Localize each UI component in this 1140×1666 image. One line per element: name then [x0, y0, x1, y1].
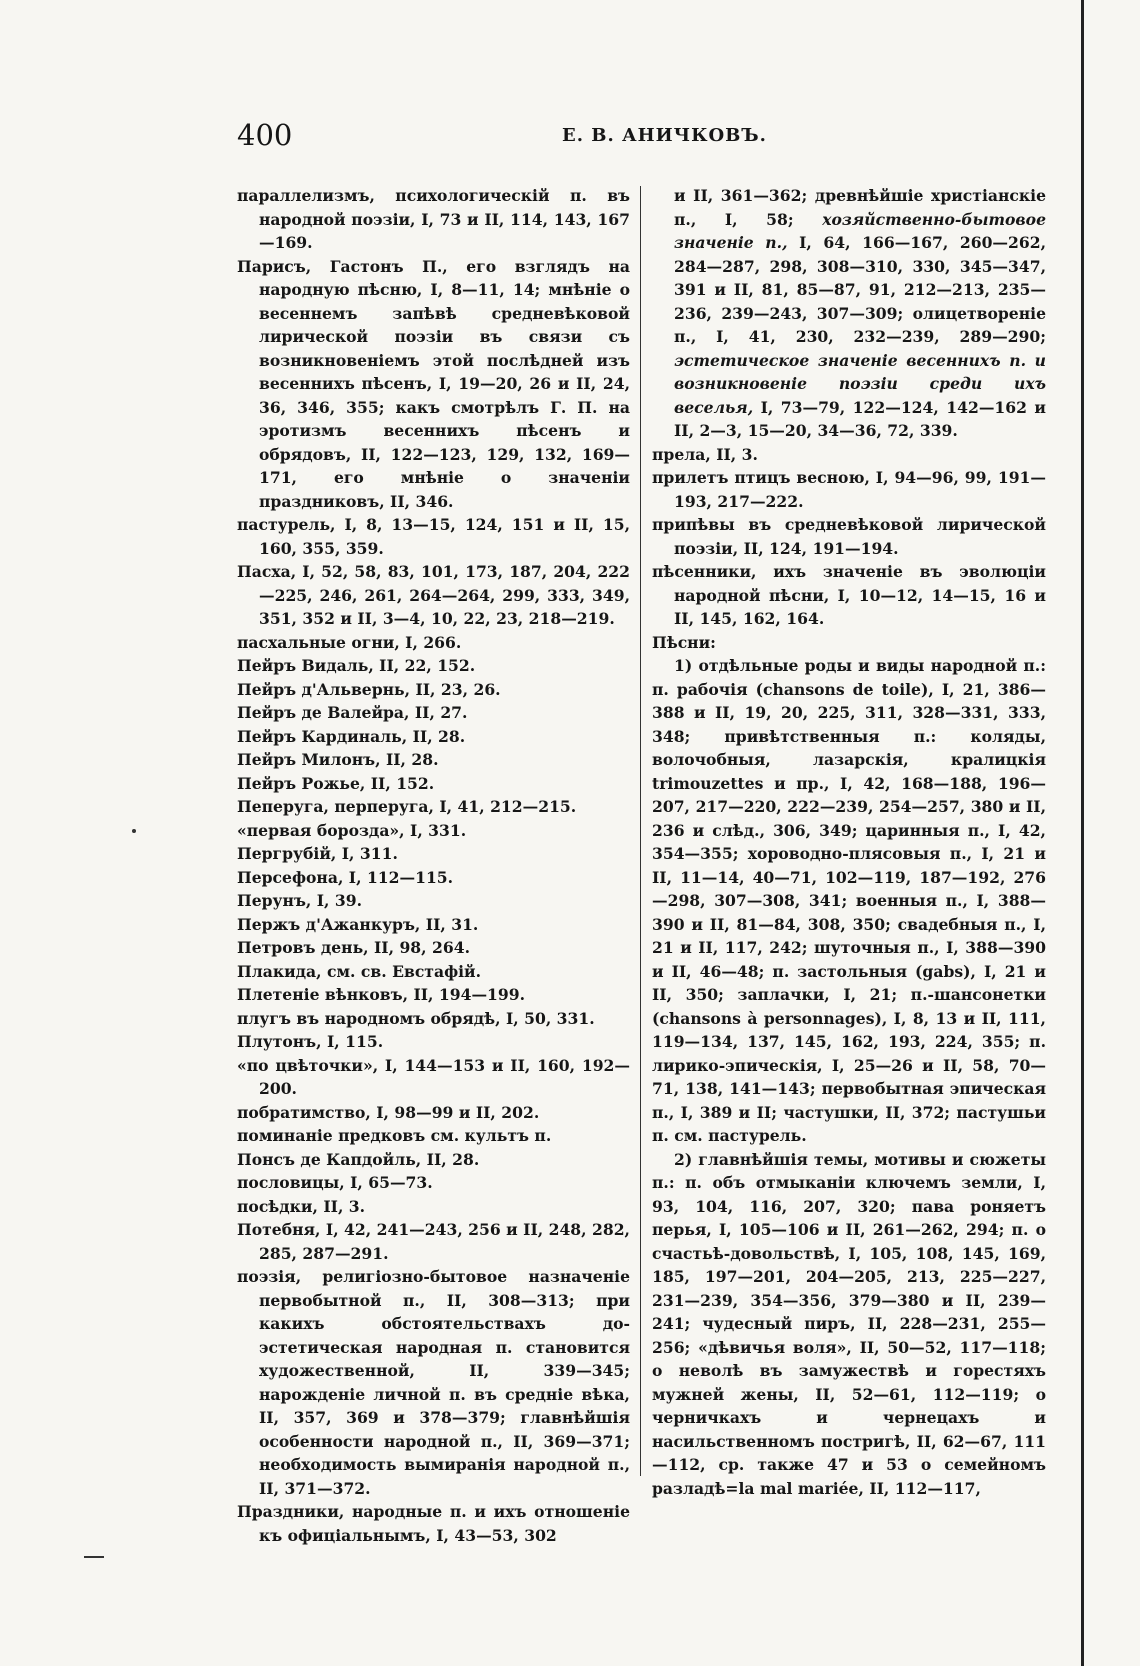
index-entry: Пейръ де Валейра, II, 27. [237, 703, 468, 722]
index-entry: Пейръ Рожье, II, 152. [237, 773, 435, 793]
index-heading: Пѣсни: [652, 632, 716, 652]
scan-mark [84, 1556, 104, 1558]
index-entry-continued [652, 184, 1046, 443]
index-entry: прела, II, 3. [652, 444, 758, 464]
subentry-number: 1) [674, 656, 693, 675]
scan-speck [132, 829, 136, 833]
subentry-text: п. рабочія (chansons de toile), I, 21, 386—388 и II, 19, 20, 225, 311, 328—331, 333, 348; привѣтственныя п.: коляды, волочобныя, лазарскія, кралицкія trimouzettes и пр., I, 42, 168—188, 196—207, 217—220, 222—239, 254—257, 380 и II, 236 и слѣд., 306, 349; царинныя п., I, 42, 354—355; хороводно-плясовыя п., I, 21 и II, 11—14, 40—71, 102—119, 187—192, 276—298, 307—308, 341; военныя п., I, 388—390 и II, 81—84, 308, 350; свадебныя п., I, 21 и II, 117, 242; шуточныя п., I, 388—390 и II, 46—48; п. застольныя (gabs), I, 21 и II, 350; заплачки, I, 21; п.-шансонетки (chansons à personnages), I, 8, 13 и II, 111, 119—134, 137, 145, 162, 193, 224, 355; п. лирико-эпическія, I, 25—26 и II, 58, 70—71, 138, 141—143; первобытная эпическая п., I, 389 и II; частушки, II, 372; пастушьи п. см. пастурель. [652, 679, 1046, 1145]
index-entry: посѣдки, II, 3. [237, 1196, 366, 1216]
index-entry: Пасха, I, 52, 58, 83, 101, 173, 187, 204, 222—225, 246, 261, 264—264, 299, 333, 349, 351, 352 и II, 3—4, 10, 22, 23, 218—219. [237, 562, 630, 628]
entry-italic: эстетическое значеніе весеннихъ п. и возникновеніе поэзіи среди ихъ веселья, [674, 350, 1046, 417]
index-entry: «по цвѣточки», I, 144—153 и II, 160, 192—200. [237, 1055, 630, 1098]
index-entry: поэзія, религіозно-бытовое назначеніе первобытной п., II, 308—313; при какихъ обстоятельствахъ до-эстетическая народная п. становится художественной, II, 339—345; нарожденіе личной п. въ средніе вѣка, II, 357, 369 и 378—379; главнѣйшія особенности народной п., II, 369—371; необходимость вымиранія народной п., II, 371—372. [237, 1267, 630, 1498]
index-entry: поминаніе предковъ см. культъ п. [237, 1126, 552, 1145]
index-entry: Плутонъ, I, 115. [237, 1032, 384, 1051]
entry-text: I, 64, 166—167, 260—262, 284—287, 298, 308—310, 330, 345—347, 391 и II, 81, 85—87, 91, 212—213, 235—236, 239—243, 307—309; олицетвореніе п., I, 41, 230, 232—239, 289—290; [674, 233, 1046, 346]
index-entry: побратимство, I, 98—99 и II, 202. [237, 1102, 540, 1122]
index-entry: Праздники, народные п. и ихъ отношеніе къ офиціальнымъ, I, 43—53, 302 [237, 1502, 630, 1545]
index-entry: пастурель, I, 8, 13—15, 124, 151 и II, 15, 160, 355, 359. [237, 515, 630, 558]
entry-italic: хозяйственно-бытовое значеніе п., [674, 209, 1046, 252]
index-entry: Петровъ день, II, 98, 264. [237, 938, 470, 957]
subentry-italic: отдѣльные роды и виды народной п.: [698, 656, 1046, 675]
index-entry: Пеперуга, перперуга, I, 41, 212—215. [237, 797, 577, 816]
subentry-number: 2) [674, 1149, 693, 1169]
index-entry: пословицы, I, 65—73. [237, 1173, 433, 1192]
index-entry: Пейръ Видаль, II, 22, 152. [237, 656, 476, 675]
index-entry: Пергрубій, I, 311. [237, 844, 398, 863]
page-header [237, 118, 767, 158]
index-entry: Парисъ, Гастонъ П., его взглядъ на народную пѣсню, I, 8—11, 14; мнѣніе о весеннемъ запѣвѣ средневѣковой лирической поэзіи въ связи съ возникновеніемъ этой послѣдней изъ весеннихъ пѣсенъ, I, 19—20, 26 и II, 24, 36, 346, 355; какъ смотрѣлъ Г. П. на эротизмъ весеннихъ пѣсенъ и обрядовъ, II, 122—123, 129, 132, 169—171, его мнѣніе о значеніи праздниковъ, II, 346. [237, 256, 630, 511]
index-entry: Плетеніе вѣнковъ, II, 194—199. [237, 985, 526, 1004]
entry-text: и II, 361—362; древнѣйшіе христіанскіе п., I, 58; [674, 186, 1046, 229]
index-entry: Понсъ де Капдойль, II, 28. [237, 1149, 480, 1169]
index-subentry [652, 654, 1046, 1148]
index-column-left [237, 184, 630, 1547]
index-subentry [652, 1148, 1046, 1501]
index-entry: плугъ въ народномъ обрядѣ, I, 50, 331. [237, 1008, 595, 1028]
index-entry: прилетъ птицъ весною, I, 94—96, 99, 191—193, 217—222. [652, 468, 1046, 511]
index-entry: пѣсенники, ихъ значеніе въ эволюціи народной пѣсни, I, 10—12, 14—15, 16 и II, 145, 162, 164. [652, 562, 1046, 628]
index-entry: Пейръ д'Альвернь, II, 23, 26. [237, 679, 501, 699]
index-entry: Пейръ Милонъ, II, 28. [237, 750, 439, 769]
index-entry: Пейръ Кардиналь, II, 28. [237, 726, 466, 746]
index-entry: Персефона, I, 112—115. [237, 867, 454, 887]
index-entry: «первая борозда», I, 331. [237, 820, 467, 840]
subentry-italic: главнѣйшія темы, мотивы и сюжеты п.: [652, 1149, 1046, 1192]
scan-edge-line [1081, 0, 1084, 1666]
column-divider [640, 186, 641, 1476]
subentry-text: п. объ отмыканіи ключемъ земли, I, 93, 104, 116, 207, 320; пава роняетъ перья, I, 105—106 и II, 261—262, 294; п. о счастьѣ-довольствѣ, I, 105, 108, 145, 169, 185, 197—201, 204—205, 213, 225—227, 231—239, 354—356, 379—380 и II, 239—241; чудесный пиръ, II, 228—231, 255—256; «дѣвичья воля», II, 50—52, 117—118; о неволѣ въ замужествѣ и горестяхъ мужней жены, II, 52—61, 112—119; о черничкахъ и чернецахъ и насильственномъ постригѣ, II, 62—67, 111—112, ср. также 47 и 53 о семейномъ разладѣ=la mal mariée, II, 112—117, [652, 1173, 1046, 1498]
index-entry: Пержъ д'Ажанкуръ, II, 31. [237, 914, 479, 934]
index-column-right [652, 184, 1046, 1500]
index-entry: Потебня, I, 42, 241—243, 256 и II, 248, 282, 285, 287—291. [237, 1220, 630, 1263]
index-entry: припѣвы въ средневѣковой лирической поэзіи, II, 124, 191—194. [652, 515, 1046, 558]
page-number: 400 [237, 118, 293, 152]
index-entry: Плакида, см. св. Евстафій. [237, 961, 482, 981]
entry-text: I, 73—79, 122—124, 142—162 и II, 2—3, 15—20, 34—36, 72, 339. [674, 397, 1046, 440]
running-head: Е. В. АНИЧКОВЪ. [562, 125, 767, 146]
index-entry: Перунъ, I, 39. [237, 891, 363, 910]
index-entry: параллелизмъ, психологическій п. въ народной поэзіи, I, 73 и II, 114, 143, 167—169. [237, 186, 630, 252]
index-entry: пасхальные огни, I, 266. [237, 632, 462, 652]
